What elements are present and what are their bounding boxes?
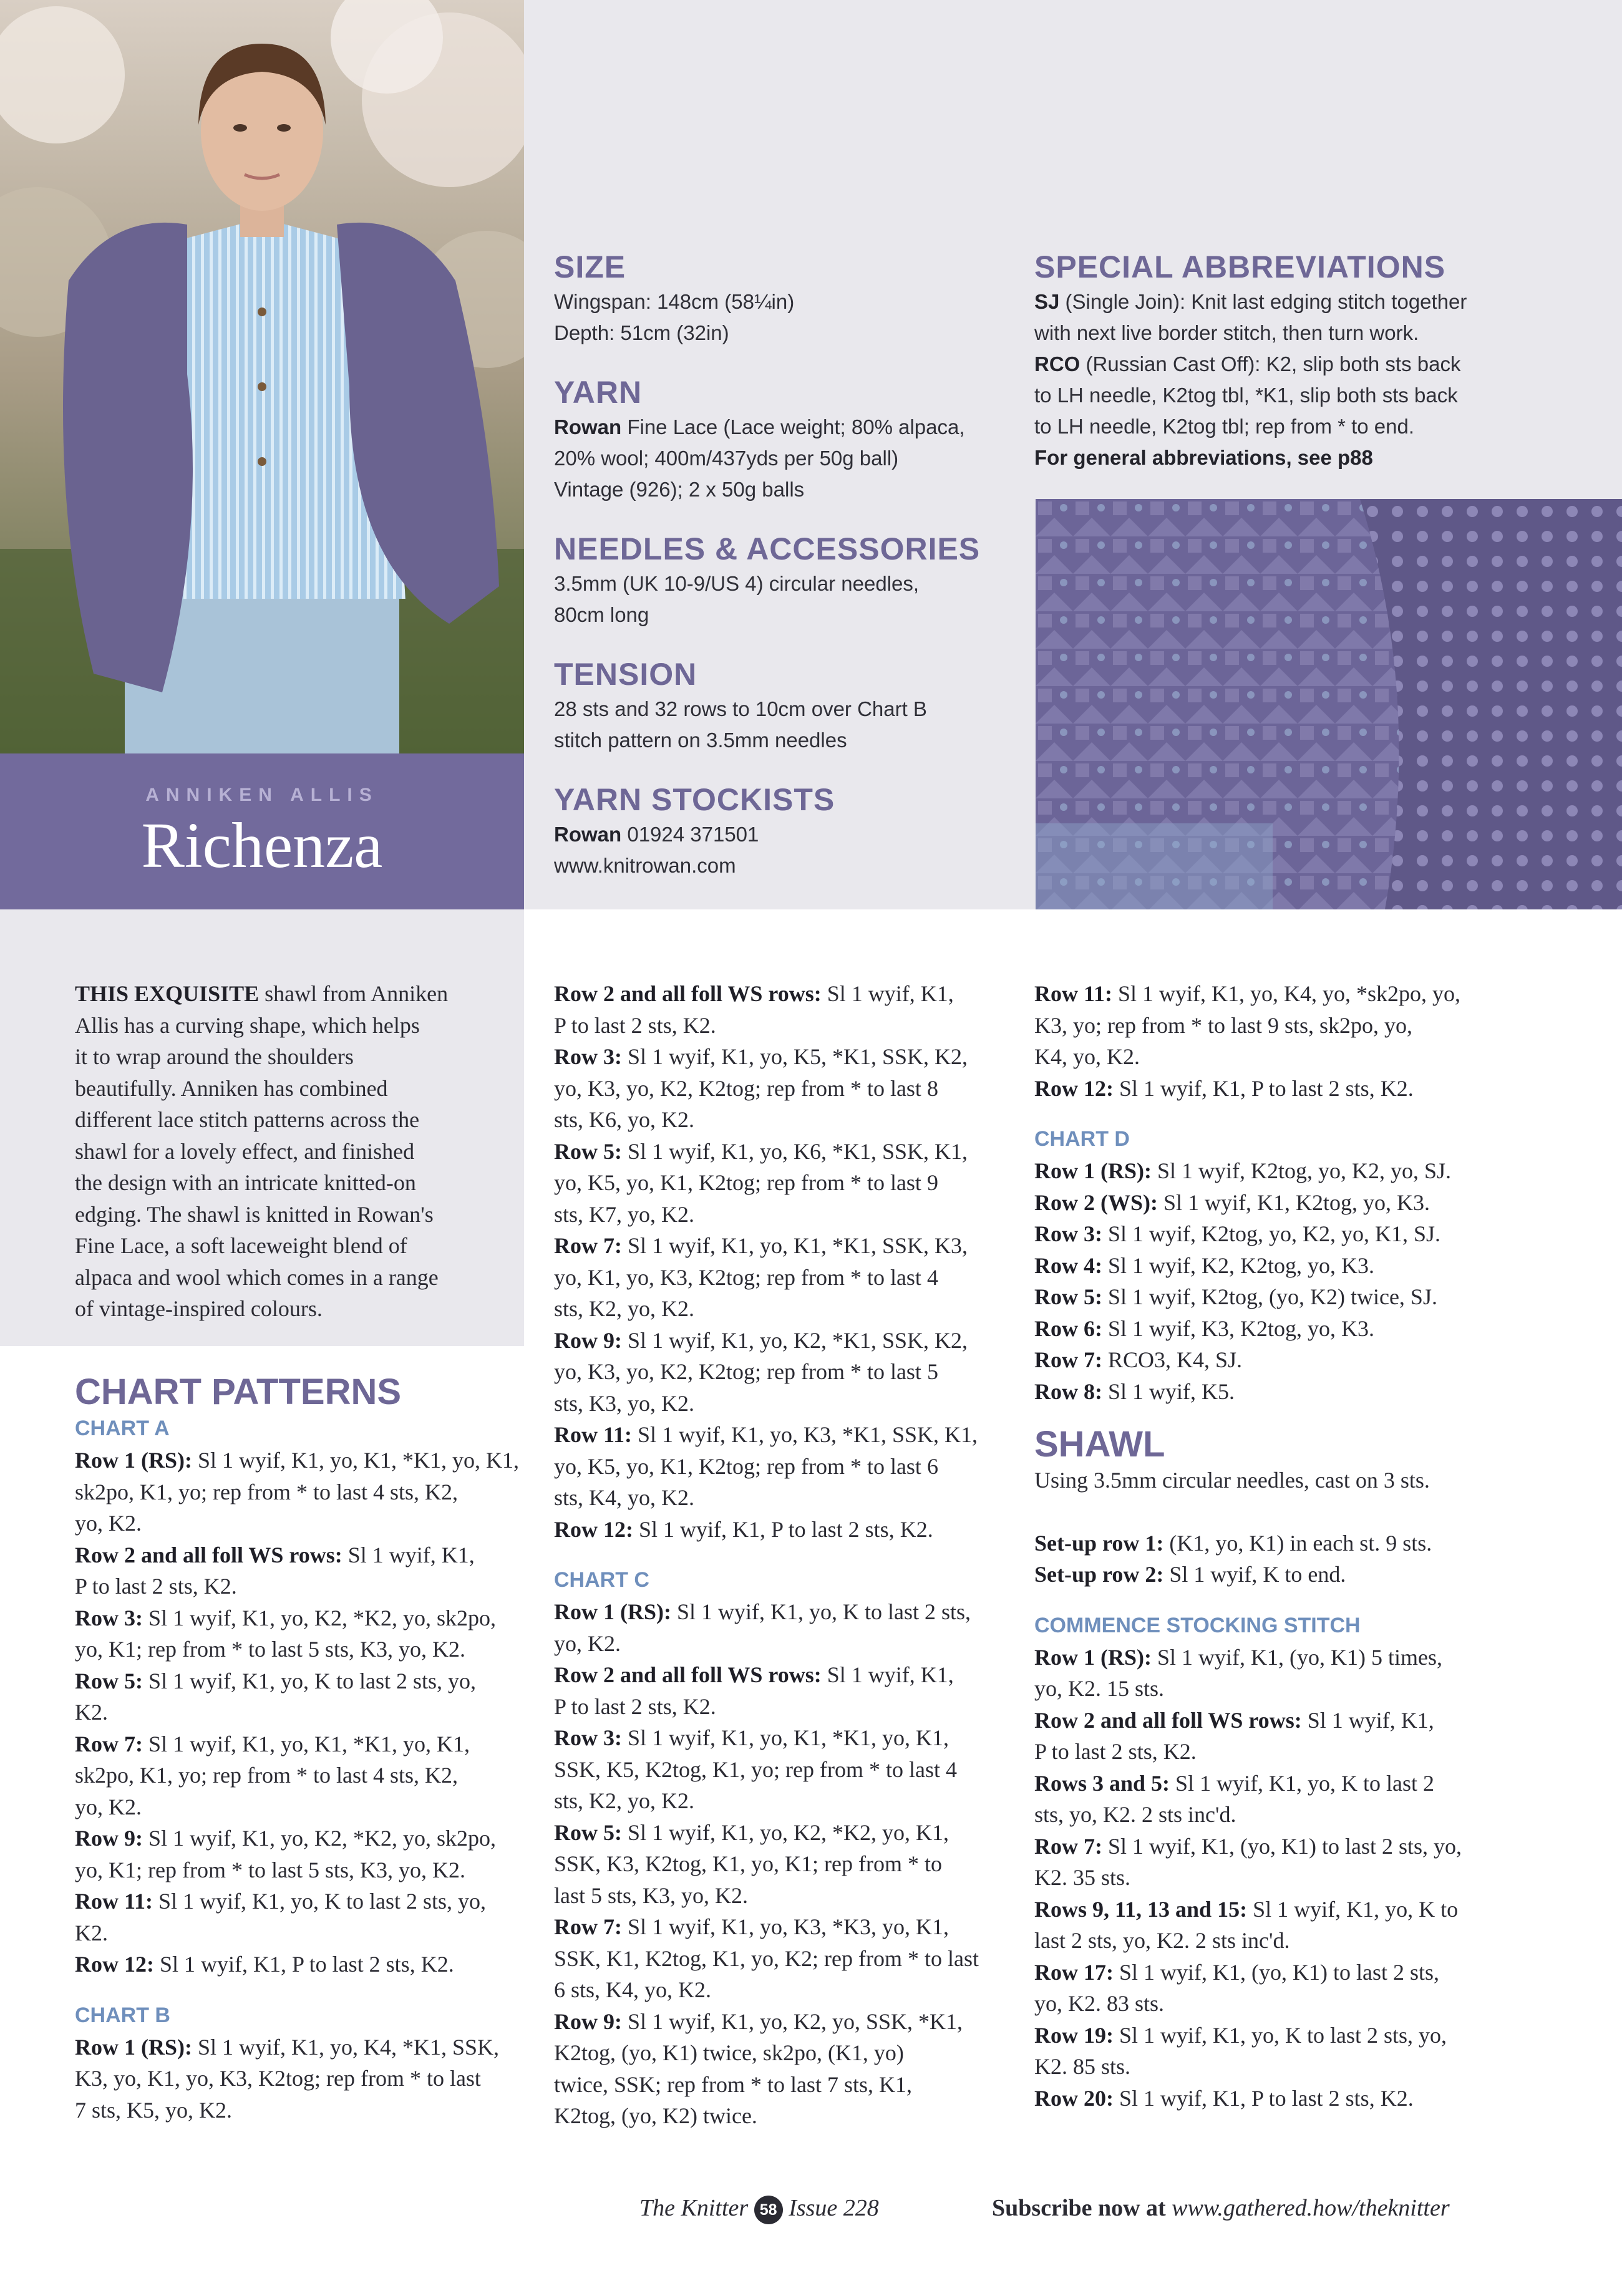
row-text: Sl 1 wyif, K1, yo, K1, *K1, SSK, K3, <box>621 1233 968 1258</box>
instruction-row <box>75 2032 524 2063</box>
intro-paragraph <box>75 978 512 1325</box>
intro-line <box>75 978 512 1010</box>
stockists-line <box>554 819 1028 850</box>
abbr-line: to LH needle, K2tog tbl, *K1, slip both sts back <box>1034 384 1458 407</box>
instruction-row <box>1034 2083 1608 2114</box>
intro-line: it to wrap around the shoulders <box>75 1044 354 1069</box>
intro-line: beautifully. Anniken has combined <box>75 1075 388 1101</box>
general-abbreviations-note: For general abbreviations, see p88 <box>1034 446 1373 469</box>
row-text: Sl 1 wyif, K1, yo, K2, *K2, yo, sk2po, <box>142 1826 496 1851</box>
instruction-row: yo, K5, yo, K1, K2tog; rep from * to last 6 <box>554 1453 938 1479</box>
instruction-row: yo, K2. <box>75 1794 142 1819</box>
instruction-row <box>75 1539 524 1571</box>
instruction-row <box>1034 1705 1608 1737</box>
intro-text: shawl from Anniken <box>259 981 449 1006</box>
info-column-left <box>554 249 1028 908</box>
row-text: Sl 1 wyif, K1, (yo, K1) 5 times, <box>1151 1644 1442 1670</box>
instruction-row: sts, K6, yo, K2. <box>554 1107 695 1132</box>
chart-c-heading: CHART C <box>554 1568 649 1592</box>
instruction-row <box>1034 1957 1608 1988</box>
row-label: Row 1 (RS): <box>75 1448 192 1473</box>
instruction-row: yo, K2. <box>554 1630 621 1656</box>
row-text: Sl 1 wyif, K1, yo, K4, yo, *sk2po, yo, <box>1112 981 1461 1006</box>
commence-heading: COMMENCE STOCKING STITCH <box>1034 1613 1361 1637</box>
row-label: Row 11: <box>1034 981 1112 1006</box>
instruction-row <box>554 1041 1016 1073</box>
instruction-row <box>554 978 1016 1010</box>
intro-line: edging. The shawl is knitted in Rowan's <box>75 1201 434 1227</box>
instruction-row: yo, K1; rep from * to last 5 sts, K3, yo, K2. <box>75 1857 465 1882</box>
row-text: RCO3, K4, SJ. <box>1102 1347 1243 1372</box>
row-label: Row 7: <box>554 1914 622 1939</box>
row-label: Row 7: <box>554 1233 622 1258</box>
size-section <box>554 249 1028 349</box>
stockists-phone: 01924 371501 <box>621 823 759 846</box>
instruction-row: K2tog, (yo, K1) twice, sk2po, (K1, yo) <box>554 2040 904 2065</box>
row-text: Sl 1 wyif, K1, yo, K to last 2 sts, yo, <box>142 1668 477 1693</box>
row-label: Row 4: <box>1034 1252 1102 1278</box>
instruction-row <box>1034 1281 1608 1313</box>
stockists-heading: YARN STOCKISTS <box>554 782 835 817</box>
instruction-row: yo, K1; rep from * to last 5 sts, K3, yo, K2. <box>75 1637 465 1662</box>
row-text: Sl 1 wyif, K2tog, yo, K2, yo, SJ. <box>1151 1158 1452 1183</box>
row-label: Rows 3 and 5: <box>1034 1770 1170 1796</box>
subscribe-text: Subscribe now at <box>992 2195 1172 2221</box>
instruction-row: K3, yo; rep from * to last 9 sts, sk2po, yo, <box>1034 1012 1412 1038</box>
row-text: Sl 1 wyif, K1, yo, K to last 2 <box>1170 1770 1435 1796</box>
instruction-row: sts, K2, yo, K2. <box>554 1296 695 1321</box>
row-text: (K1, yo, K1) in each st. 9 sts. <box>1163 1530 1432 1556</box>
abbr-line: to LH needle, K2tog tbl; rep from * to end. <box>1034 415 1415 438</box>
instruction-row <box>1034 1559 1608 1591</box>
row-label: Row 3: <box>554 1044 622 1069</box>
abbreviations-heading: SPECIAL ABBREVIATIONS <box>1034 249 1446 284</box>
instruction-row <box>554 1419 1016 1451</box>
row-label: Set-up row 2: <box>1034 1562 1164 1587</box>
footer-subscribe <box>992 2194 1450 2222</box>
instruction-row: sts, K7, yo, K2. <box>554 1201 695 1227</box>
instruction-row: yo, K1, yo, K3, K2tog; rep from * to last 4 <box>554 1264 938 1290</box>
instruction-row <box>1034 1155 1608 1187</box>
row-text: Sl 1 wyif, K1, P to last 2 sts, K2. <box>153 1952 454 1977</box>
column-1 <box>75 1372 524 2126</box>
size-heading: SIZE <box>554 249 626 284</box>
instruction-row: last 5 sts, K3, yo, K2. <box>554 1882 749 1908</box>
chart-b-heading: CHART B <box>75 2003 170 2027</box>
chart-patterns-heading: CHART PATTERNS <box>75 1372 402 1412</box>
row-text: Sl 1 wyif, K1, <box>1301 1707 1434 1733</box>
shawl-heading: SHAWL <box>1034 1424 1165 1465</box>
instruction-line: Using 3.5mm circular needles, cast on 3 sts. <box>1034 1468 1430 1493</box>
row-label: Row 1 (RS): <box>1034 1158 1152 1183</box>
row-label: Row 1 (RS): <box>554 1599 671 1624</box>
row-label: Row 12: <box>554 1516 633 1542</box>
row-text: Sl 1 wyif, K1, P to last 2 sts, K2. <box>633 1516 933 1542</box>
instruction-row <box>1034 1376 1608 1408</box>
instruction-row: twice, SSK; rep from * to last 7 sts, K1, <box>554 2071 912 2097</box>
row-text: Sl 1 wyif, K1, P to last 2 sts, K2. <box>1113 2085 1414 2111</box>
abbr-line: with next live border stitch, then turn work. <box>1034 321 1419 344</box>
row-label: Row 6: <box>1034 1315 1102 1341</box>
instruction-row <box>75 1823 524 1854</box>
row-text: Sl 1 wyif, K1, P to last 2 sts, K2. <box>1113 1075 1414 1101</box>
tension-line: stitch pattern on 3.5mm needles <box>554 729 847 752</box>
row-label: Row 3: <box>554 1725 622 1750</box>
pattern-title: Richenza <box>141 810 383 881</box>
instruction-row: sts, yo, K2. 2 sts inc'd. <box>1034 1802 1236 1827</box>
row-text: Sl 1 wyif, K1, yo, K2, *K1, SSK, K2, <box>621 1327 968 1353</box>
row-label: Row 7: <box>75 1731 143 1756</box>
instruction-row <box>1034 1313 1608 1345</box>
yarn-line: Vintage (926); 2 x 50g balls <box>554 478 805 501</box>
instruction-row <box>554 1136 1016 1168</box>
row-label: Row 9: <box>554 1327 622 1353</box>
row-text: Sl 1 wyif, K2tog, (yo, K2) twice, SJ. <box>1102 1284 1437 1309</box>
row-label: Row 2 and all foll WS rows: <box>1034 1707 1302 1733</box>
row-text: Sl 1 wyif, K2tog, yo, K2, yo, K1, SJ. <box>1102 1221 1441 1246</box>
instruction-row <box>1034 1250 1608 1282</box>
issue-number: Issue 228 <box>789 2195 879 2221</box>
row-text: Sl 1 wyif, K1, yo, K2, yo, SSK, *K1, <box>621 2008 963 2034</box>
row-text: Sl 1 wyif, K1, yo, K3, *K3, yo, K1, <box>621 1914 949 1939</box>
intro-line: shawl for a lovely effect, and finished <box>75 1138 415 1164</box>
stockists-section <box>554 782 1028 881</box>
instruction-row <box>554 1911 1016 1943</box>
instruction-row <box>1034 1187 1608 1219</box>
instruction-row: yo, K2. <box>75 1511 142 1536</box>
instruction-row <box>554 1230 1016 1262</box>
row-label: Row 5: <box>75 1668 143 1693</box>
row-text: Sl 1 wyif, K to end. <box>1163 1562 1346 1587</box>
needles-heading: NEEDLES & ACCESSORIES <box>554 531 981 566</box>
instruction-row <box>554 1596 1016 1628</box>
instruction-row: K2tog, (yo, K2) twice. <box>554 2103 757 2128</box>
row-label: Row 12: <box>1034 1075 1114 1101</box>
row-text: Sl 1 wyif, K1, yo, K5, *K1, SSK, K2, <box>621 1044 968 1069</box>
yarn-heading: YARN <box>554 375 643 410</box>
instruction-row: P to last 2 sts, K2. <box>554 1693 716 1719</box>
instruction-row: SSK, K5, K2tog, K1, yo; rep from * to last 4 <box>554 1756 957 1782</box>
intro-line: alpaca and wool which comes in a range <box>75 1264 439 1290</box>
row-text: Sl 1 wyif, K1, yo, K1, *K1, yo, K1, <box>142 1731 470 1756</box>
row-label: Rows 9, 11, 13 and 15: <box>1034 1896 1248 1922</box>
instruction-row: yo, K3, yo, K2, K2tog; rep from * to last 8 <box>554 1075 938 1101</box>
row-text: Sl 1 wyif, K1, <box>821 981 954 1006</box>
row-label: Row 2 and all foll WS rows: <box>554 981 822 1006</box>
instruction-row: sk2po, K1, yo; rep from * to last 4 sts, K2, <box>75 1479 458 1504</box>
row-text: Sl 1 wyif, K1, (yo, K1) to last 2 sts, yo, <box>1102 1833 1462 1859</box>
instruction-row <box>75 1886 524 1917</box>
abbr-line <box>1034 286 1608 317</box>
instruction-row: yo, K5, yo, K1, K2tog; rep from * to last 9 <box>554 1170 938 1195</box>
instruction-row: 7 sts, K5, yo, K2. <box>75 2097 233 2123</box>
column-2 <box>554 978 1016 2132</box>
row-text: Sl 1 wyif, K1, yo, K to last 2 sts, yo, <box>153 1889 487 1914</box>
instruction-row: 6 sts, K4, yo, K2. <box>554 1977 712 2002</box>
row-label: Row 5: <box>1034 1284 1102 1309</box>
abbr-text: (Russian Cast Off): K2, slip both sts back <box>1080 352 1461 375</box>
intro-line: Allis has a curving shape, which helps <box>75 1012 420 1038</box>
instruction-row: yo, K3, yo, K2, K2tog; rep from * to last 5 <box>554 1359 938 1384</box>
row-text: Sl 1 wyif, K1, yo, K to last 2 sts, yo, <box>1113 2022 1447 2048</box>
page-number: 58 <box>754 2196 783 2224</box>
row-label: Row 3: <box>75 1605 143 1630</box>
stockists-website: www.knitrowan.com <box>554 854 736 877</box>
spacer <box>1034 1496 1608 1528</box>
row-label: Row 8: <box>1034 1378 1102 1404</box>
row-label: Row 12: <box>75 1952 154 1977</box>
row-label: Row 9: <box>554 2008 622 2034</box>
instruction-row: K2. 85 sts. <box>1034 2054 1131 2079</box>
instruction-row: yo, K2. 15 sts. <box>1034 1676 1165 1701</box>
row-label: Set-up row 1: <box>1034 1530 1164 1556</box>
instruction-row: yo, K2. 83 sts. <box>1034 1991 1165 2016</box>
instruction-row: P to last 2 sts, K2. <box>1034 1739 1197 1764</box>
row-text: Sl 1 wyif, K1, (yo, K1) to last 2 sts, <box>1113 1959 1439 1985</box>
needles-section <box>554 531 1028 631</box>
yarn-line-text: Fine Lace (Lace weight; 80% alpaca, <box>621 415 965 438</box>
intro-line: different lace stitch patterns across the <box>75 1107 420 1132</box>
row-text: Sl 1 wyif, K1, yo, K2, *K2, yo, K1, <box>621 1819 949 1845</box>
instruction-row <box>75 1728 524 1760</box>
abbr-text: (Single Join): Knit last edging stitch together <box>1059 290 1467 313</box>
instruction-row <box>1034 1344 1608 1376</box>
instruction-row: P to last 2 sts, K2. <box>554 1012 716 1038</box>
tension-heading: TENSION <box>554 657 697 692</box>
intro-lead: THIS EXQUISITE <box>75 981 260 1006</box>
row-text: Sl 1 wyif, K1, yo, K1, *K1, yo, K1, <box>621 1725 949 1750</box>
instruction-row <box>554 1325 1016 1357</box>
chart-d-heading: CHART D <box>1034 1127 1130 1151</box>
instruction-row: K4, yo, K2. <box>1034 1044 1140 1069</box>
instruction-row <box>554 1722 1016 1754</box>
row-label: Row 19: <box>1034 2022 1114 2048</box>
row-text: Sl 1 wyif, K1, yo, K to <box>1247 1896 1459 1922</box>
row-label: Row 2 and all foll WS rows: <box>75 1542 342 1567</box>
instruction-row <box>554 1817 1016 1849</box>
chart-a-heading: CHART A <box>75 1417 170 1440</box>
column-3 <box>1034 978 1608 2114</box>
stockists-brand: Rowan <box>554 823 622 846</box>
row-text: Sl 1 wyif, K1, yo, K to last 2 sts, <box>671 1599 971 1624</box>
instruction-row <box>554 1514 1016 1546</box>
instruction-row: K2. <box>75 1700 108 1725</box>
abbreviations-section <box>1034 249 1608 473</box>
instruction-row: P to last 2 sts, K2. <box>75 1574 237 1599</box>
row-text: Sl 1 wyif, K1, yo, K3, *K1, SSK, K1, <box>632 1422 978 1447</box>
magazine-name: The Knitter <box>639 2195 749 2221</box>
model-photo <box>0 0 524 753</box>
row-text: Sl 1 wyif, K1, K2tog, yo, K3. <box>1157 1189 1430 1215</box>
needles-line: 80cm long <box>554 603 649 626</box>
row-text: Sl 1 wyif, K1, <box>342 1542 475 1567</box>
instruction-row: SSK, K1, K2tog, K1, yo, K2; rep from * to last <box>554 1945 979 1971</box>
row-text: Sl 1 wyif, K2, K2tog, yo, K3. <box>1102 1252 1374 1278</box>
instruction-row <box>1034 2020 1608 2051</box>
row-text: Sl 1 wyif, K1, yo, K4, *K1, SSK, <box>192 2034 500 2060</box>
row-label: Row 2 and all foll WS rows: <box>554 1662 822 1687</box>
instruction-row <box>75 1665 524 1697</box>
instruction-row: sts, K3, yo, K2. <box>554 1390 695 1416</box>
row-label: Row 7: <box>1034 1833 1102 1859</box>
row-label: Row 17: <box>1034 1959 1114 1985</box>
instruction-row <box>554 1659 1016 1691</box>
abbr-line <box>1034 442 1608 473</box>
row-label: Row 2 (WS): <box>1034 1189 1158 1215</box>
instruction-row: sts, K2, yo, K2. <box>554 1788 695 1813</box>
tension-section <box>554 657 1028 756</box>
row-text: Sl 1 wyif, K3, K2tog, yo, K3. <box>1102 1315 1374 1341</box>
row-label: Row 1 (RS): <box>75 2034 192 2060</box>
abbr-line <box>1034 349 1608 380</box>
needles-line: 3.5mm (UK 10-9/US 4) circular needles, <box>554 572 920 595</box>
row-label: Row 1 (RS): <box>1034 1644 1152 1670</box>
instruction-row: K2. <box>75 1920 108 1945</box>
instruction-row <box>75 1602 524 1634</box>
instruction-row <box>75 1445 524 1476</box>
instruction-row <box>1034 1642 1608 1674</box>
yarn-brand: Rowan <box>554 415 622 438</box>
row-label: Row 9: <box>75 1826 143 1851</box>
yarn-section <box>554 375 1028 505</box>
abbr-key: RCO <box>1034 352 1081 375</box>
instruction-row <box>75 1949 524 1980</box>
instruction-row: last 2 sts, yo, K2. 2 sts inc'd. <box>1034 1928 1290 1953</box>
intro-line: of vintage-inspired colours. <box>75 1296 323 1321</box>
size-line: Wingspan: 148cm (58¼in) <box>554 290 795 313</box>
subscribe-url[interactable]: www.gathered.how/theknitter <box>1172 2195 1450 2221</box>
row-label: Row 11: <box>75 1889 153 1914</box>
instruction-row <box>1034 1894 1608 1925</box>
instruction-row: sk2po, K1, yo; rep from * to last 4 sts, K2, <box>75 1763 458 1788</box>
instruction-row: K2. 35 sts. <box>1034 1865 1131 1890</box>
row-label: Row 5: <box>554 1819 622 1845</box>
row-text: Sl 1 wyif, K1, yo, K1, *K1, yo, K1, <box>192 1448 519 1473</box>
instruction-row <box>1034 978 1608 1010</box>
size-line: Depth: 51cm (32in) <box>554 321 729 344</box>
instruction-row <box>554 2006 1016 2038</box>
row-label: Row 11: <box>554 1422 632 1447</box>
row-text: Sl 1 wyif, K5. <box>1102 1378 1235 1404</box>
row-label: Row 3: <box>1034 1221 1102 1246</box>
intro-line: Fine Lace, a soft laceweight blend of <box>75 1233 407 1258</box>
intro-line: the design with an intricate knitted-on <box>75 1170 416 1195</box>
abbr-key: SJ <box>1034 290 1060 313</box>
row-text: Sl 1 wyif, K1, yo, K2, *K2, yo, sk2po, <box>142 1605 496 1630</box>
designer-name: ANNIKEN ALLIS <box>145 785 379 805</box>
instruction-row <box>1034 1218 1608 1250</box>
instruction-row: SSK, K3, K2tog, K1, yo, K1; rep from * to <box>554 1851 942 1876</box>
row-label: Row 7: <box>1034 1347 1102 1372</box>
instruction-row <box>1034 1831 1608 1862</box>
row-label: Row 5: <box>554 1138 622 1164</box>
yarn-line: 20% wool; 400m/437yds per 50g ball) <box>554 447 899 470</box>
instruction-row: K3, yo, K1, yo, K3, K2tog; rep from * to last <box>75 2066 481 2091</box>
row-label: Row 20: <box>1034 2085 1114 2111</box>
instruction-row <box>1034 1073 1608 1105</box>
yarn-line <box>554 412 1028 443</box>
lace-detail-photo <box>1036 499 1622 909</box>
tension-line: 28 sts and 32 rows to 10cm over Chart B <box>554 697 927 720</box>
instruction-row: sts, K4, yo, K2. <box>554 1485 695 1510</box>
instruction-row <box>1034 1768 1608 1800</box>
row-text: Sl 1 wyif, K1, yo, K6, *K1, SSK, K1, <box>621 1138 968 1164</box>
footer-magazine <box>639 2194 879 2224</box>
instruction-row <box>1034 1528 1608 1559</box>
row-text: Sl 1 wyif, K1, <box>821 1662 954 1687</box>
